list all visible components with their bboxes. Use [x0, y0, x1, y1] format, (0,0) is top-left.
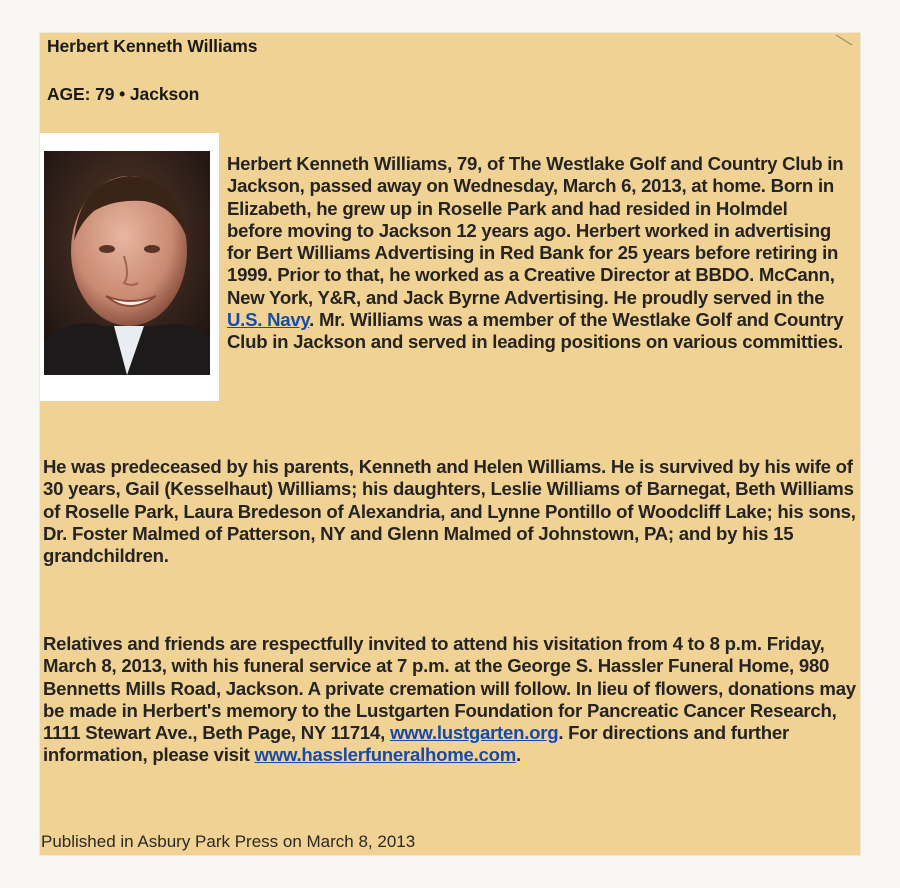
- publication-credit: Published in Asbury Park Press on March 8, 2013: [41, 832, 416, 851]
- services-text-cont: . For directions and further information, please visit: [43, 722, 789, 766]
- funeral-home-link[interactable]: www.hasslerfuneralhome.com: [254, 744, 516, 766]
- biography-paragraph: [47, 153, 847, 376]
- survivors-paragraph: He was predeceased by his parents, Kenneth and Helen Williams. He is survived by his wife of 30 years, Gail (Kesselhaut) Williams; his daughters, Leslie Williams of Barnegat, Beth Williams of Roselle Park, Laura Bredeson of Alexandria, and Lynne Pontillo of Woodcliff Lake; his sons, Dr. Foster Malmed of Patterson, NY and Glenn Malmed of Johnstown, PA; and by his 15 grandchildren.: [43, 456, 856, 567]
- age-location-line: AGE: 79 • Jackson: [47, 84, 200, 104]
- us-navy-link[interactable]: U.S. Navy: [227, 309, 310, 331]
- obituary-name: Herbert Kenneth Williams: [47, 36, 258, 56]
- obituary-clipping: [40, 33, 860, 855]
- services-text-end: .: [515, 744, 521, 766]
- lustgarten-link[interactable]: www.lustgarten.org: [389, 722, 559, 744]
- biography-text-cont: . Mr. Williams was a member of the Westlake Golf and Country Club in Jackson and served in leading positions on various committies.: [227, 309, 844, 353]
- services-paragraph: [43, 633, 858, 767]
- pencil-mark-icon: [834, 33, 854, 47]
- biography-text: Herbert Kenneth Williams, 79, of The Westlake Golf and Country Club in Jackson, passed away on Wednesday, March 6, 2013, at home. Born in Elizabeth, he grew up in Roselle Park and had resided in Holmdel before moving to Jackson 12 years ago. Herbert worked in advertising for Bert Williams Advertising in Red Bank for 25 years before retiring in 1999. Prior to that, he worked as a Creative Director at BBDO. McCann, New York, Y&R, and Jack Byrne Advertising. He proudly served in the: [227, 153, 844, 308]
- services-text: Relatives and friends are respectfully invited to attend his visitation from 4 to 8 p.m. Friday, March 8, 2013, with his funeral service at 7 p.m. at the George S. Hassler Funeral Home, 980 Bennetts Mills Road, Jackson. A private cremation will follow. In lieu of flowers, donations may be made in Herbert's memory to the Lustgarten Foundation for Pancreatic Cancer Research, 1111 Stewart Ave., Beth Page, NY 11714,: [43, 633, 856, 744]
